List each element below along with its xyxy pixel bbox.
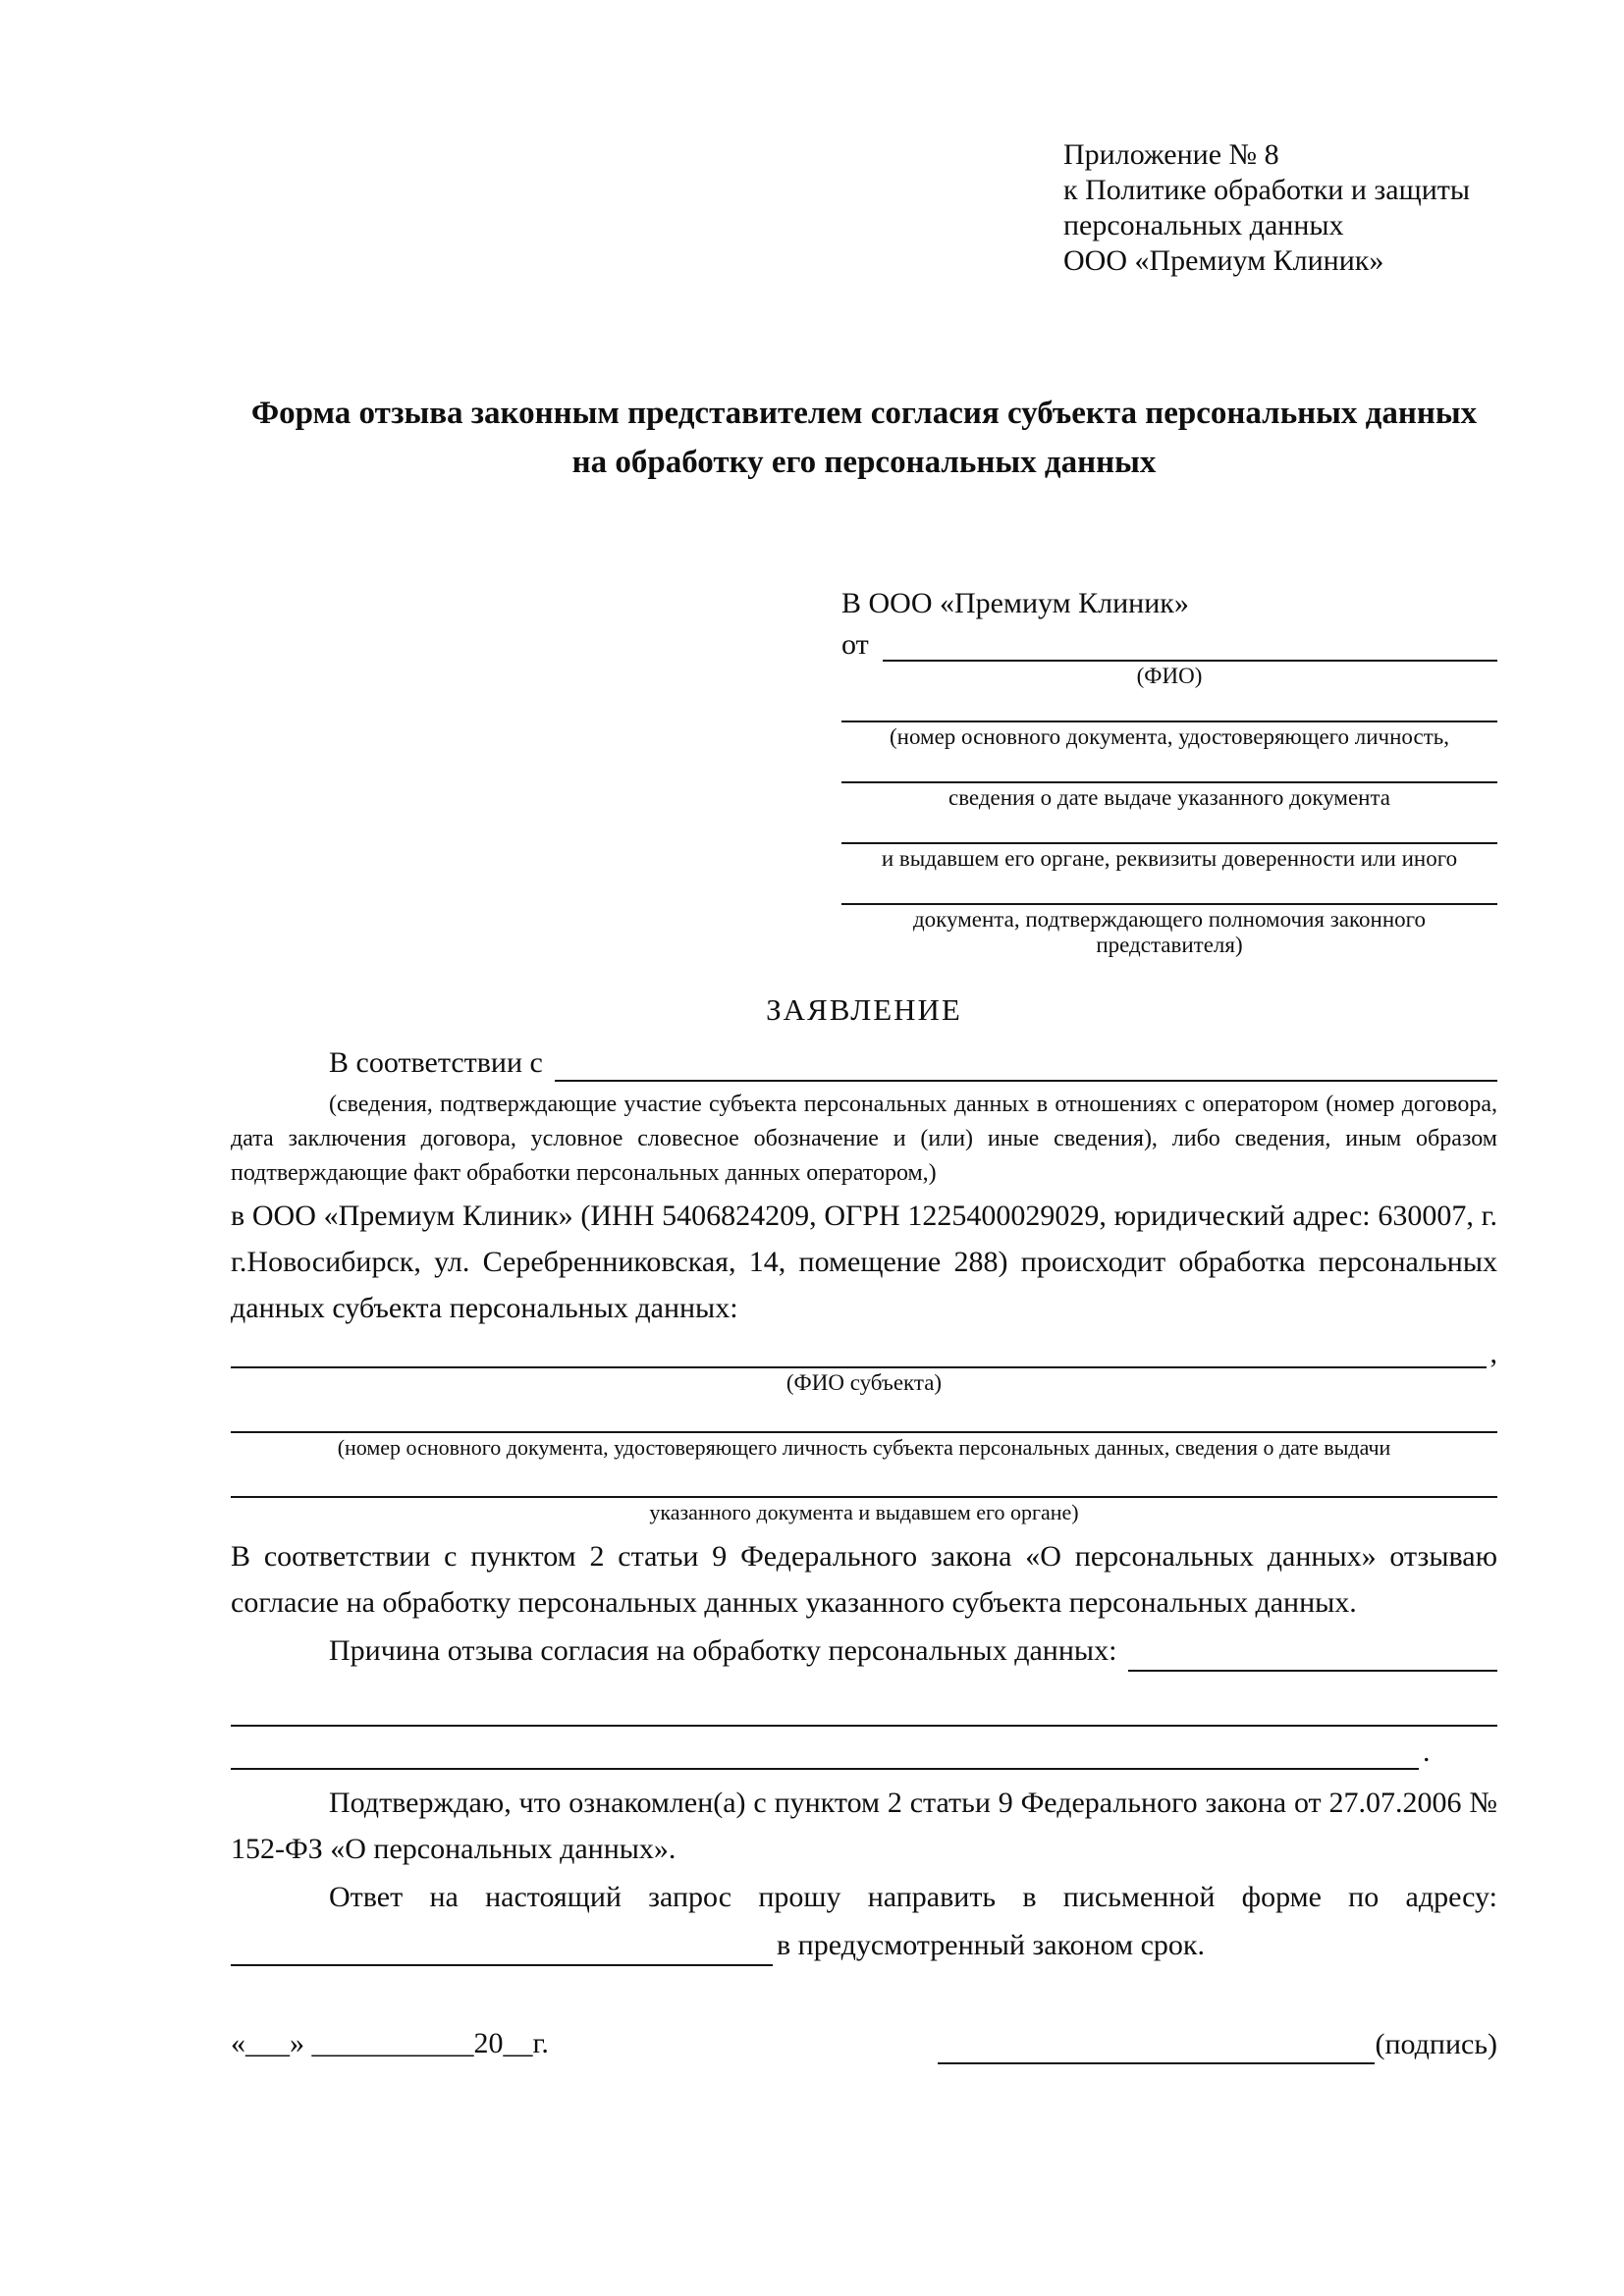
reason-field [231,1626,1497,1672]
fio-caption: (ФИО) [1136,664,1203,688]
accordance-blank-line [555,1080,1497,1082]
reason-continuation-blank-line-2 [231,1768,1419,1770]
reason-blank-line [1128,1670,1497,1672]
from-blank-line [883,660,1497,662]
date-line: «___» ___________20__г. [231,2027,549,2059]
subject-doc-blank-line-2 [231,1461,1497,1498]
accordance-field [231,1041,1497,1082]
representative-doc-blank-line-4 [841,872,1497,905]
subject-fio-caption: (ФИО субъекта) [785,1370,943,1395]
reason-label: Причина отзыва согласия на обработку персональных данных: [329,1634,1117,1667]
document-title: Форма отзыва законным представителем согласия субъекта персональных данных на обработку его персональных данных [250,396,1478,480]
fine-print-note: (сведения, подтверждающие участие субъекта персональных данных в отношениях с оператором (номер договора, дата заключения договора, условное словесное обозначение и (или) иные сведения), либо сведения, иным образом подтверждающие факт обработки персональных данных оператором,) [231,1092,1497,1186]
footer-block [231,2023,1497,2064]
header-block [1063,137,1497,279]
from-label: от [841,628,869,661]
reason-trailing-period: . [1423,1735,1431,1768]
reply-request-paragraph: Ответ на настоящий запрос прошу направить в письменной форме по адресу: [329,1881,1497,1913]
subject-fio-field [231,1333,1497,1368]
header-line: к Политике обработки и защиты [1063,174,1471,206]
subject-fio-blank-line [231,1366,1487,1368]
accordance-label: В соответствии с [329,1046,543,1079]
signature-caption: (подпись) [1375,2028,1497,2060]
representative-doc-blank-line-2 [841,750,1497,783]
representative-doc-blank-line-3 [841,811,1497,844]
representative-doc-caption-2: сведения о дате выдаче указанного документа [947,785,1391,810]
reply-suffix: в предусмотренный законом срок. [777,1929,1205,1961]
from-field [841,624,1497,662]
subject-fio-trailing-comma: , [1489,1337,1497,1369]
subject-doc-caption-2: указанного документа и выдавшем его органе) [649,1500,1079,1524]
operator-paragraph: в ООО «Премиум Клиник» (ИНН 5406824209, ОГРН 1225400029029, юридический адрес: 630007, г. г.Новосибирск, ул. Серебренниковская, 14, помещение 288) происходит обработка персональных данных субъекта персональных данных: [231,1200,1497,1324]
header-line: Приложение № 8 [1063,138,1279,171]
confirmation-paragraph: Подтверждаю, что ознакомлен(а) с пунктом 2 статьи 9 Федерального закона от 27.07.2006 № 152-ФЗ «О персональных данных». [231,1787,1497,1865]
addressee-block [841,585,1497,958]
header-line: персональных данных [1063,209,1344,241]
statement-heading: ЗАЯВЛЕНИЕ [766,992,962,1027]
header-line: ООО «Премиум Клиник» [1063,244,1384,277]
subject-doc-caption-1: (номер основного документа, удостоверяющего личность субъекта персональных данных, сведения о дате выдачи [337,1435,1391,1460]
representative-doc-blank-line-1 [841,689,1497,722]
reply-address-blank-line [231,1964,773,1966]
signature-field [938,2023,1497,2064]
reason-continuation-blank-line-1 [231,1672,1497,1727]
withdrawal-paragraph: В соответствии с пунктом 2 статьи 9 Федерального закона «О персональных данных» отзываю согласие на обработку персональных данных указанного субъекта персональных данных. [231,1540,1497,1619]
representative-doc-caption-4: документа, подтверждающего полномочия законного представителя) [912,907,1426,957]
representative-doc-caption-3: и выдавшем его органе, реквизиты доверенности или иного [881,846,1458,871]
reply-address-field [231,1920,1497,1966]
representative-doc-caption-1: (номер основного документа, удостоверяющего личность, [889,724,1449,749]
subject-doc-blank-line-1 [231,1396,1497,1433]
addressee-to: В ООО «Премиум Клиник» [841,587,1189,619]
reason-continuation-field-2 [231,1727,1497,1770]
signature-blank-line [938,2023,1375,2064]
